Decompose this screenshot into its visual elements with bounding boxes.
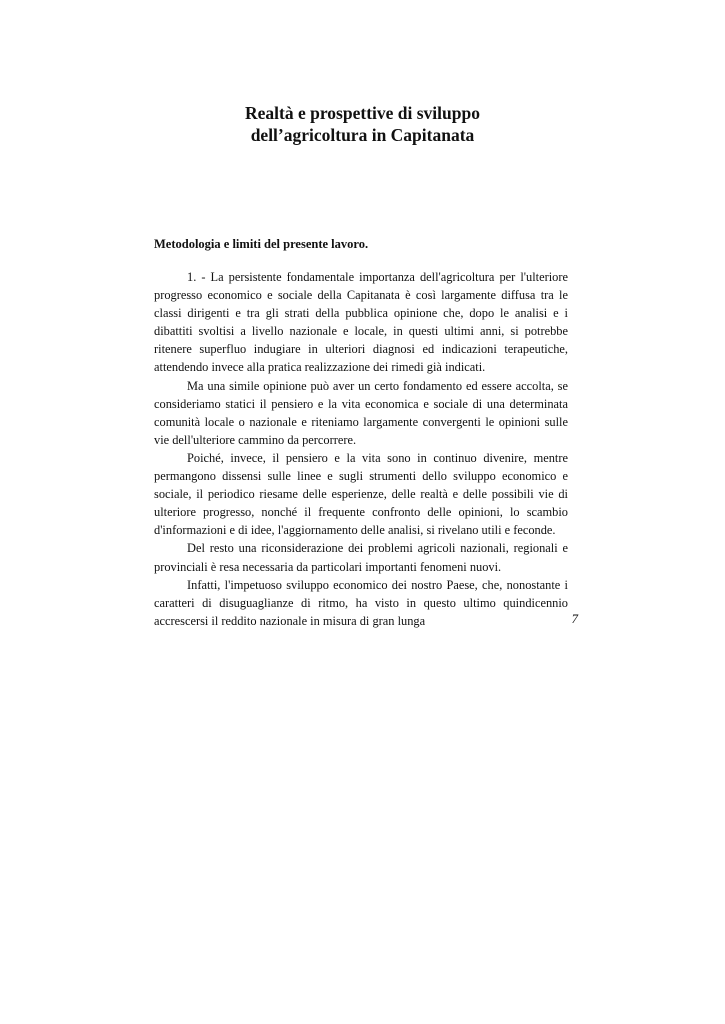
page-number: 7 (571, 611, 578, 626)
document-title (150, 102, 575, 146)
paragraph-3: Poiché, invece, il pensiero e la vita sono in continuo divenire, mentre permangono dissensi sulle linee e sugli strumenti dello sviluppo economico e sociale, il periodico riesame delle esperienze, delle realtà e delle possibili vie di ulteriore progresso, nonché il frequente confronto delle opinioni, lo scambio d'informazioni e di idee, l'aggiornamento delle analisi, si rivelano utili e feconde. (154, 450, 568, 538)
paragraph-5: Infatti, l'impetuoso sviluppo economico dei nostro Paese, che, nonostante i caratteri di disuguaglianze di ritmo, ha visto in questo ultimo quindicennio accrescersi il reddito nazionale in misura di gran lunga (154, 577, 568, 628)
paragraph-4: Del resto una riconsiderazione dei problemi agricoli nazionali, regionali e provinciali è resa necessaria da particolari importanti fenomeni nuovi. (154, 541, 568, 574)
body-text (154, 268, 568, 630)
section-heading: Metodologia e limiti del presente lavoro. (154, 237, 369, 251)
title-line-2: dell’agricoltura in Capitanata (250, 125, 475, 145)
paragraph-1: 1. - La persistente fondamentale importanza dell'agricoltura per l'ulteriore progresso economico e sociale della Capitanata è così largamente diffusa tra le classi dirigenti e tra gli strati della pubblica opinione che, dopo le analisi e i dibattiti svoltisi a livello nazionale e locale, in questi ultimi anni, si potrebbe ritenere superfluo indugiare in ulteriori diagnosi ed indicazioni terapeutiche, attendendo invece alla pratica realizzazione dei rimedi già indicati. (154, 270, 568, 375)
title-line-1: Realtà e prospettive di sviluppo (245, 103, 480, 123)
paragraph-2: Ma una simile opinione può aver un certo fondamento ed essere accolta, se consideriamo statici il pensiero e la vita economica e sociale di una determinata comunità locale o nazionale e riteniamo largamente convergenti le opinioni sulle vie dell'ulteriore cammino da percorrere. (154, 378, 568, 447)
